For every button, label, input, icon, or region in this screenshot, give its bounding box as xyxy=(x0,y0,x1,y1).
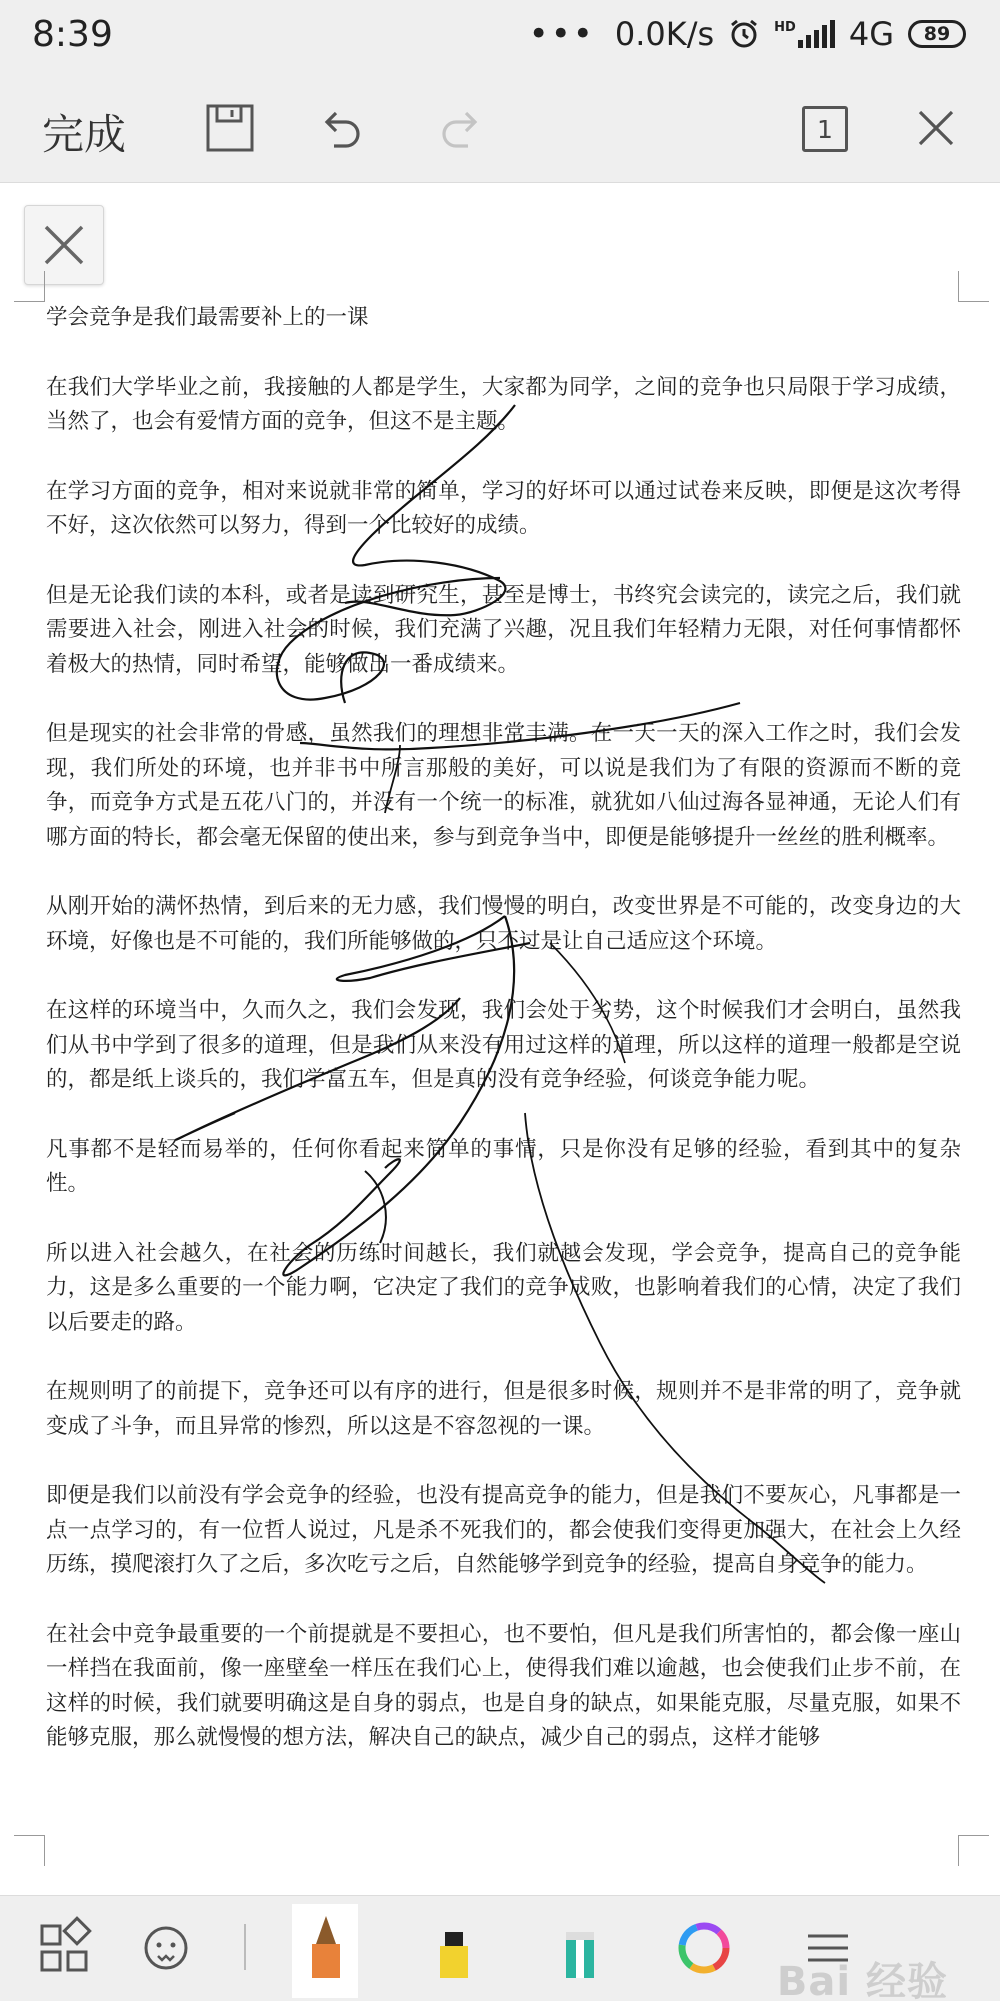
document-text xyxy=(46,301,961,1791)
close-icon[interactable] xyxy=(908,100,964,156)
paragraph: 所以进入社会越久，在社会的历练时间越长，我们就越会发现，学会竞争，提高自己的竞争能力，这是多么重要的一个能力啊，它决定了我们的竞争成败，也影响着我们的心情，决定了我们以后要走的路。 xyxy=(46,1240,961,1335)
sticker-icon[interactable] xyxy=(130,1912,202,1984)
network-type: 4G xyxy=(848,15,894,53)
paragraph: 但是现实的社会非常的骨感，虽然我们的理想非常丰满。在一天一天的深入工作之时，我们会发现，我们所处的环境，也并非书中所言那般的美好，可以说是我们为了有限的资源而不断的竞争，而竞争方式是五花八门的，并没有一个统一的标准，就犹如八仙过海各显神通，无论人们有哪方面的特长，都会毫无保留的使出来，参与到竞争当中，即便是能够提升一丝丝的胜利概率。 xyxy=(46,721,961,850)
paragraph: 在我们大学毕业之前，我接触的人都是学生，大家都为同学，之间的竞争也只局限于学习成绩，当然了，也会有爱情方面的竞争，但这不是主题。 xyxy=(46,374,961,434)
more-dots-icon: ••• xyxy=(528,14,595,54)
paragraph: 在社会中竞争最重要的一个前提就是不要担心，也不要怕，但凡是我们所害怕的，都会像一座山一样挡在我面前，像一座壁垒一样压在我们心上，使得我们难以逾越，也会使我们止步不前，在这样的时候，我们就要明确这是自身的弱点，也是自身的缺点，如果能克服，尽量克服，如果不能够克服，那么就慢慢的想方法，解决自己的缺点，减少自己的弱点，这样才能够 xyxy=(46,1621,961,1750)
toolbar-divider xyxy=(244,1924,246,1970)
status-time: 8:39 xyxy=(32,14,113,55)
document-title: 学会竞争是我们最需要补上的一课 xyxy=(46,305,369,330)
status-icons xyxy=(529,14,966,54)
crop-mark xyxy=(14,1835,45,1866)
save-icon[interactable] xyxy=(202,100,258,156)
watermark: Bai 经验 xyxy=(776,1959,948,2005)
undo-icon[interactable] xyxy=(314,100,370,156)
crop-mark xyxy=(14,271,45,302)
signal-icon xyxy=(798,20,835,48)
battery-level: 89 xyxy=(923,23,951,45)
paragraph: 在这样的环境当中，久而久之，我们会发现，我们会处于劣势，这个时候我们才会明白，虽然我们从书中学到了很多的道理，但是我们从来没有用过这样的道理，所以这样的道理一般都是空说的，都是纸上谈兵的，我们学富五车，但是真的没有竞争经验，何谈竞争能力呢。 xyxy=(46,998,961,1092)
document-canvas[interactable] xyxy=(0,183,1000,1895)
highlighter-icon[interactable] xyxy=(418,1912,490,1984)
shapes-icon[interactable] xyxy=(28,1912,100,1984)
paragraph: 即便是我们以前没有学会竞争的经验，也没有提高竞争的能力，但是我们不要灰心，凡事都是一点一点学习的，有一位哲人说过，凡是杀不死我们的，都会使我们变得更加强大，在社会上久经历练，摸爬滚打久了之后，多次吃亏之后，自然能够学到竞争的经验，提高自身竞争的能力。 xyxy=(46,1483,961,1577)
page-number: 1 xyxy=(817,114,833,144)
paragraph: 在规则明了的前提下，竞争还可以有序的进行，但是很多时候，规则并不是非常的明了，竞争就变成了斗争，而且异常的惨烈，所以这是不容忽视的一课。 xyxy=(46,1379,961,1439)
crop-mark xyxy=(958,271,989,302)
network-speed: 0.0K/s xyxy=(614,15,715,53)
eraser-tool-icon[interactable] xyxy=(544,1912,616,1984)
page-number-icon[interactable] xyxy=(802,106,848,152)
pen-tool-icon[interactable] xyxy=(290,1910,362,1982)
paragraph: 从刚开始的满怀热情，到后来的无力感，我们慢慢的明白，改变世界是不可能的，改变身边的大环境，好像也是不可能的，我们所能够做的，只不过是让自己适应这个环境。 xyxy=(46,894,961,954)
paragraph: 但是无论我们读的本科，或者是读到研究生，甚至是博士，书终究会读完的，读完之后，我们就需要进入社会，刚进入社会的时候，我们充满了兴趣，况且我们年轻精力无限，对任何事情都怀着极大的热情，同时希望，能够做出一番成绩来。 xyxy=(46,582,961,677)
done-button[interactable]: 完成 xyxy=(42,110,127,159)
crop-mark xyxy=(958,1835,989,1866)
paragraph: 在学习方面的竞争，相对来说就非常的简单，学习的好坏可以通过试卷来反映，即便是这次考得不好，这次依然可以努力，得到一个比较好的成绩。 xyxy=(46,478,961,538)
redo-icon[interactable] xyxy=(432,100,488,156)
alarm-icon xyxy=(728,18,760,50)
color-wheel-icon[interactable] xyxy=(668,1912,740,1984)
hd-label: HD xyxy=(774,20,796,35)
battery-icon xyxy=(908,20,966,48)
paragraph: 凡事都不是轻而易举的，任何你看起来简单的事情，只是你没有足够的经验，看到其中的复杂性。 xyxy=(46,1136,961,1196)
status-bar xyxy=(0,0,1000,72)
top-toolbar xyxy=(0,72,1000,183)
